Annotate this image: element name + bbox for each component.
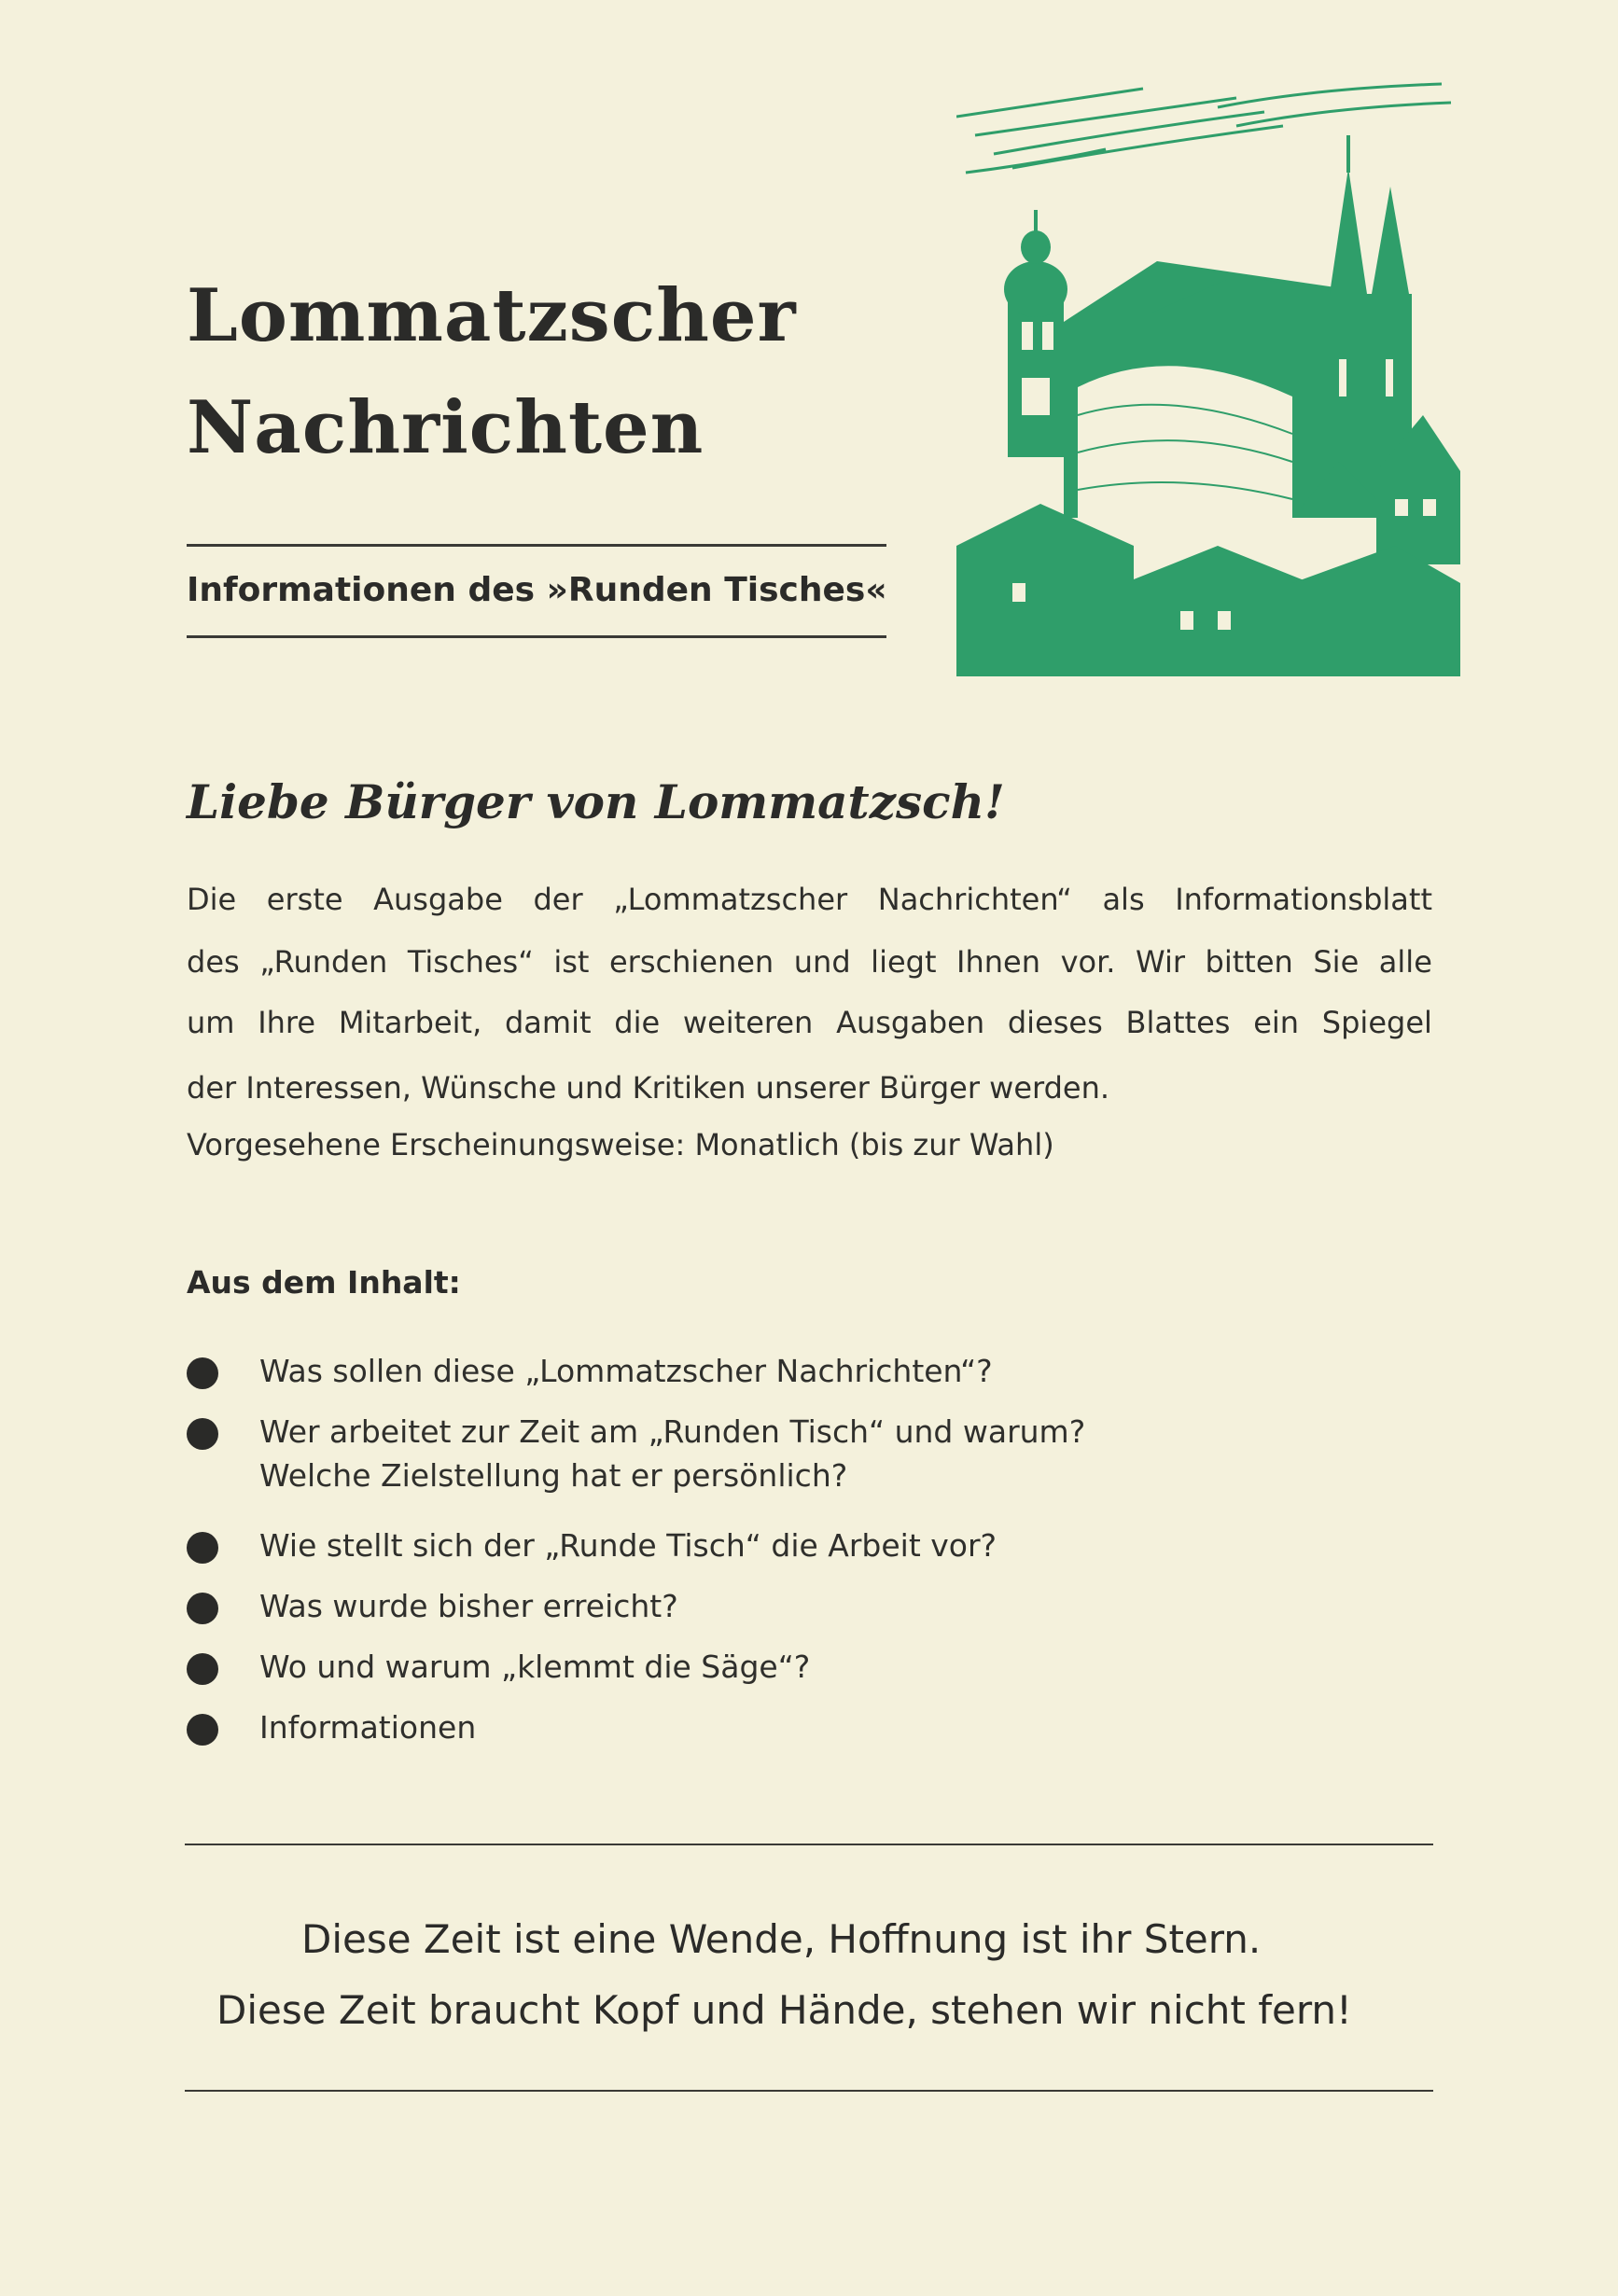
word: Ihre <box>258 1005 316 1040</box>
publication-schedule: Vorgesehene Erscheinungsweise: Monatlich (bis zur Wahl) <box>187 1127 1054 1162</box>
word: „Lommatzscher <box>613 882 848 917</box>
intro-line-1-words <box>187 882 1432 917</box>
bullet-icon <box>187 1714 218 1746</box>
word: Informationsblatt <box>1175 882 1432 917</box>
word: alle <box>1378 944 1432 980</box>
contents-item-text: Informationen <box>259 1709 477 1746</box>
word: die <box>614 1005 661 1040</box>
word: des <box>187 944 240 980</box>
bullet-icon <box>187 1593 218 1624</box>
word: ist <box>553 944 590 980</box>
word: erste <box>266 882 343 917</box>
motto-bottom-rule <box>185 2090 1433 2092</box>
motto-line-2: Diese Zeit braucht Kopf und Hände, stehen wir nicht fern! <box>216 1987 1352 2033</box>
word: vor. <box>1060 944 1116 980</box>
word: dieses <box>1007 1005 1103 1040</box>
word: ein <box>1253 1005 1300 1040</box>
bullet-icon <box>187 1532 218 1564</box>
word: damit <box>504 1005 592 1040</box>
church-illustration <box>956 79 1460 676</box>
contents-item-text: Wo und warum „klemmt die Säge“? <box>259 1649 811 1685</box>
masthead-title-line-2: Nachrichten <box>187 385 704 470</box>
motto-top-rule <box>185 1844 1433 1845</box>
word: Mitarbeit, <box>338 1005 482 1040</box>
intro-line-4: der Interessen, Wünsche und Kritiken unserer Bürger werden. <box>187 1070 1110 1106</box>
word: um <box>187 1005 235 1040</box>
word: liegt <box>871 944 937 980</box>
bullet-icon <box>187 1653 218 1685</box>
intro-line-3-words <box>187 1005 1432 1040</box>
intro-line-2-words <box>187 944 1432 980</box>
contents-item-text <box>259 1413 1085 1494</box>
word: erschienen <box>608 944 774 980</box>
contents-item-text-line-1: Wer arbeitet zur Zeit am „Runden Tisch“ und warum? <box>259 1413 1086 1450</box>
intro-line-1 <box>187 882 1437 917</box>
word: Ausgaben <box>836 1005 985 1040</box>
word: Tisches“ <box>407 944 534 980</box>
contents-item-text: Was wurde bisher erreicht? <box>259 1588 678 1624</box>
masthead-title-line-1: Lommatzscher <box>187 273 797 358</box>
word: Wir <box>1136 944 1185 980</box>
motto-line-1: Diese Zeit ist eine Wende, Hoffnung ist ihr Stern. <box>301 1916 1262 1962</box>
word: und <box>793 944 851 980</box>
intro-line-3 <box>187 1005 1437 1040</box>
contents-item-text: Wie stellt sich der „Runde Tisch“ die Arbeit vor? <box>259 1527 997 1564</box>
masthead-bottom-rule <box>187 635 886 638</box>
word: Sie <box>1313 944 1360 980</box>
word: Ihnen <box>956 944 1041 980</box>
intro-line-2 <box>187 944 1437 980</box>
contents-item-text: Was sollen diese „Lommatzscher Nachrichten“? <box>259 1353 993 1389</box>
bullet-icon <box>187 1357 218 1389</box>
word: „Runden <box>259 944 388 980</box>
contents-item-text-line-2: Welche Zielstellung hat er persönlich? <box>259 1457 848 1494</box>
word: bitten <box>1205 944 1293 980</box>
word: Nachrichten“ <box>877 882 1072 917</box>
bullet-icon <box>187 1418 218 1450</box>
greeting-heading: Liebe Bürger von Lommatzsch! <box>187 774 1005 829</box>
word: als <box>1102 882 1145 917</box>
masthead-top-rule <box>187 544 886 547</box>
word: Blattes <box>1125 1005 1231 1040</box>
word: Die <box>187 882 237 917</box>
word: Spiegel <box>1321 1005 1432 1040</box>
contents-heading: Aus dem Inhalt: <box>187 1264 461 1301</box>
word: Ausgabe <box>373 882 503 917</box>
word: weiteren <box>682 1005 814 1040</box>
masthead-subtitle: Informationen des »Runden Tisches« <box>187 571 887 609</box>
word: der <box>533 882 583 917</box>
